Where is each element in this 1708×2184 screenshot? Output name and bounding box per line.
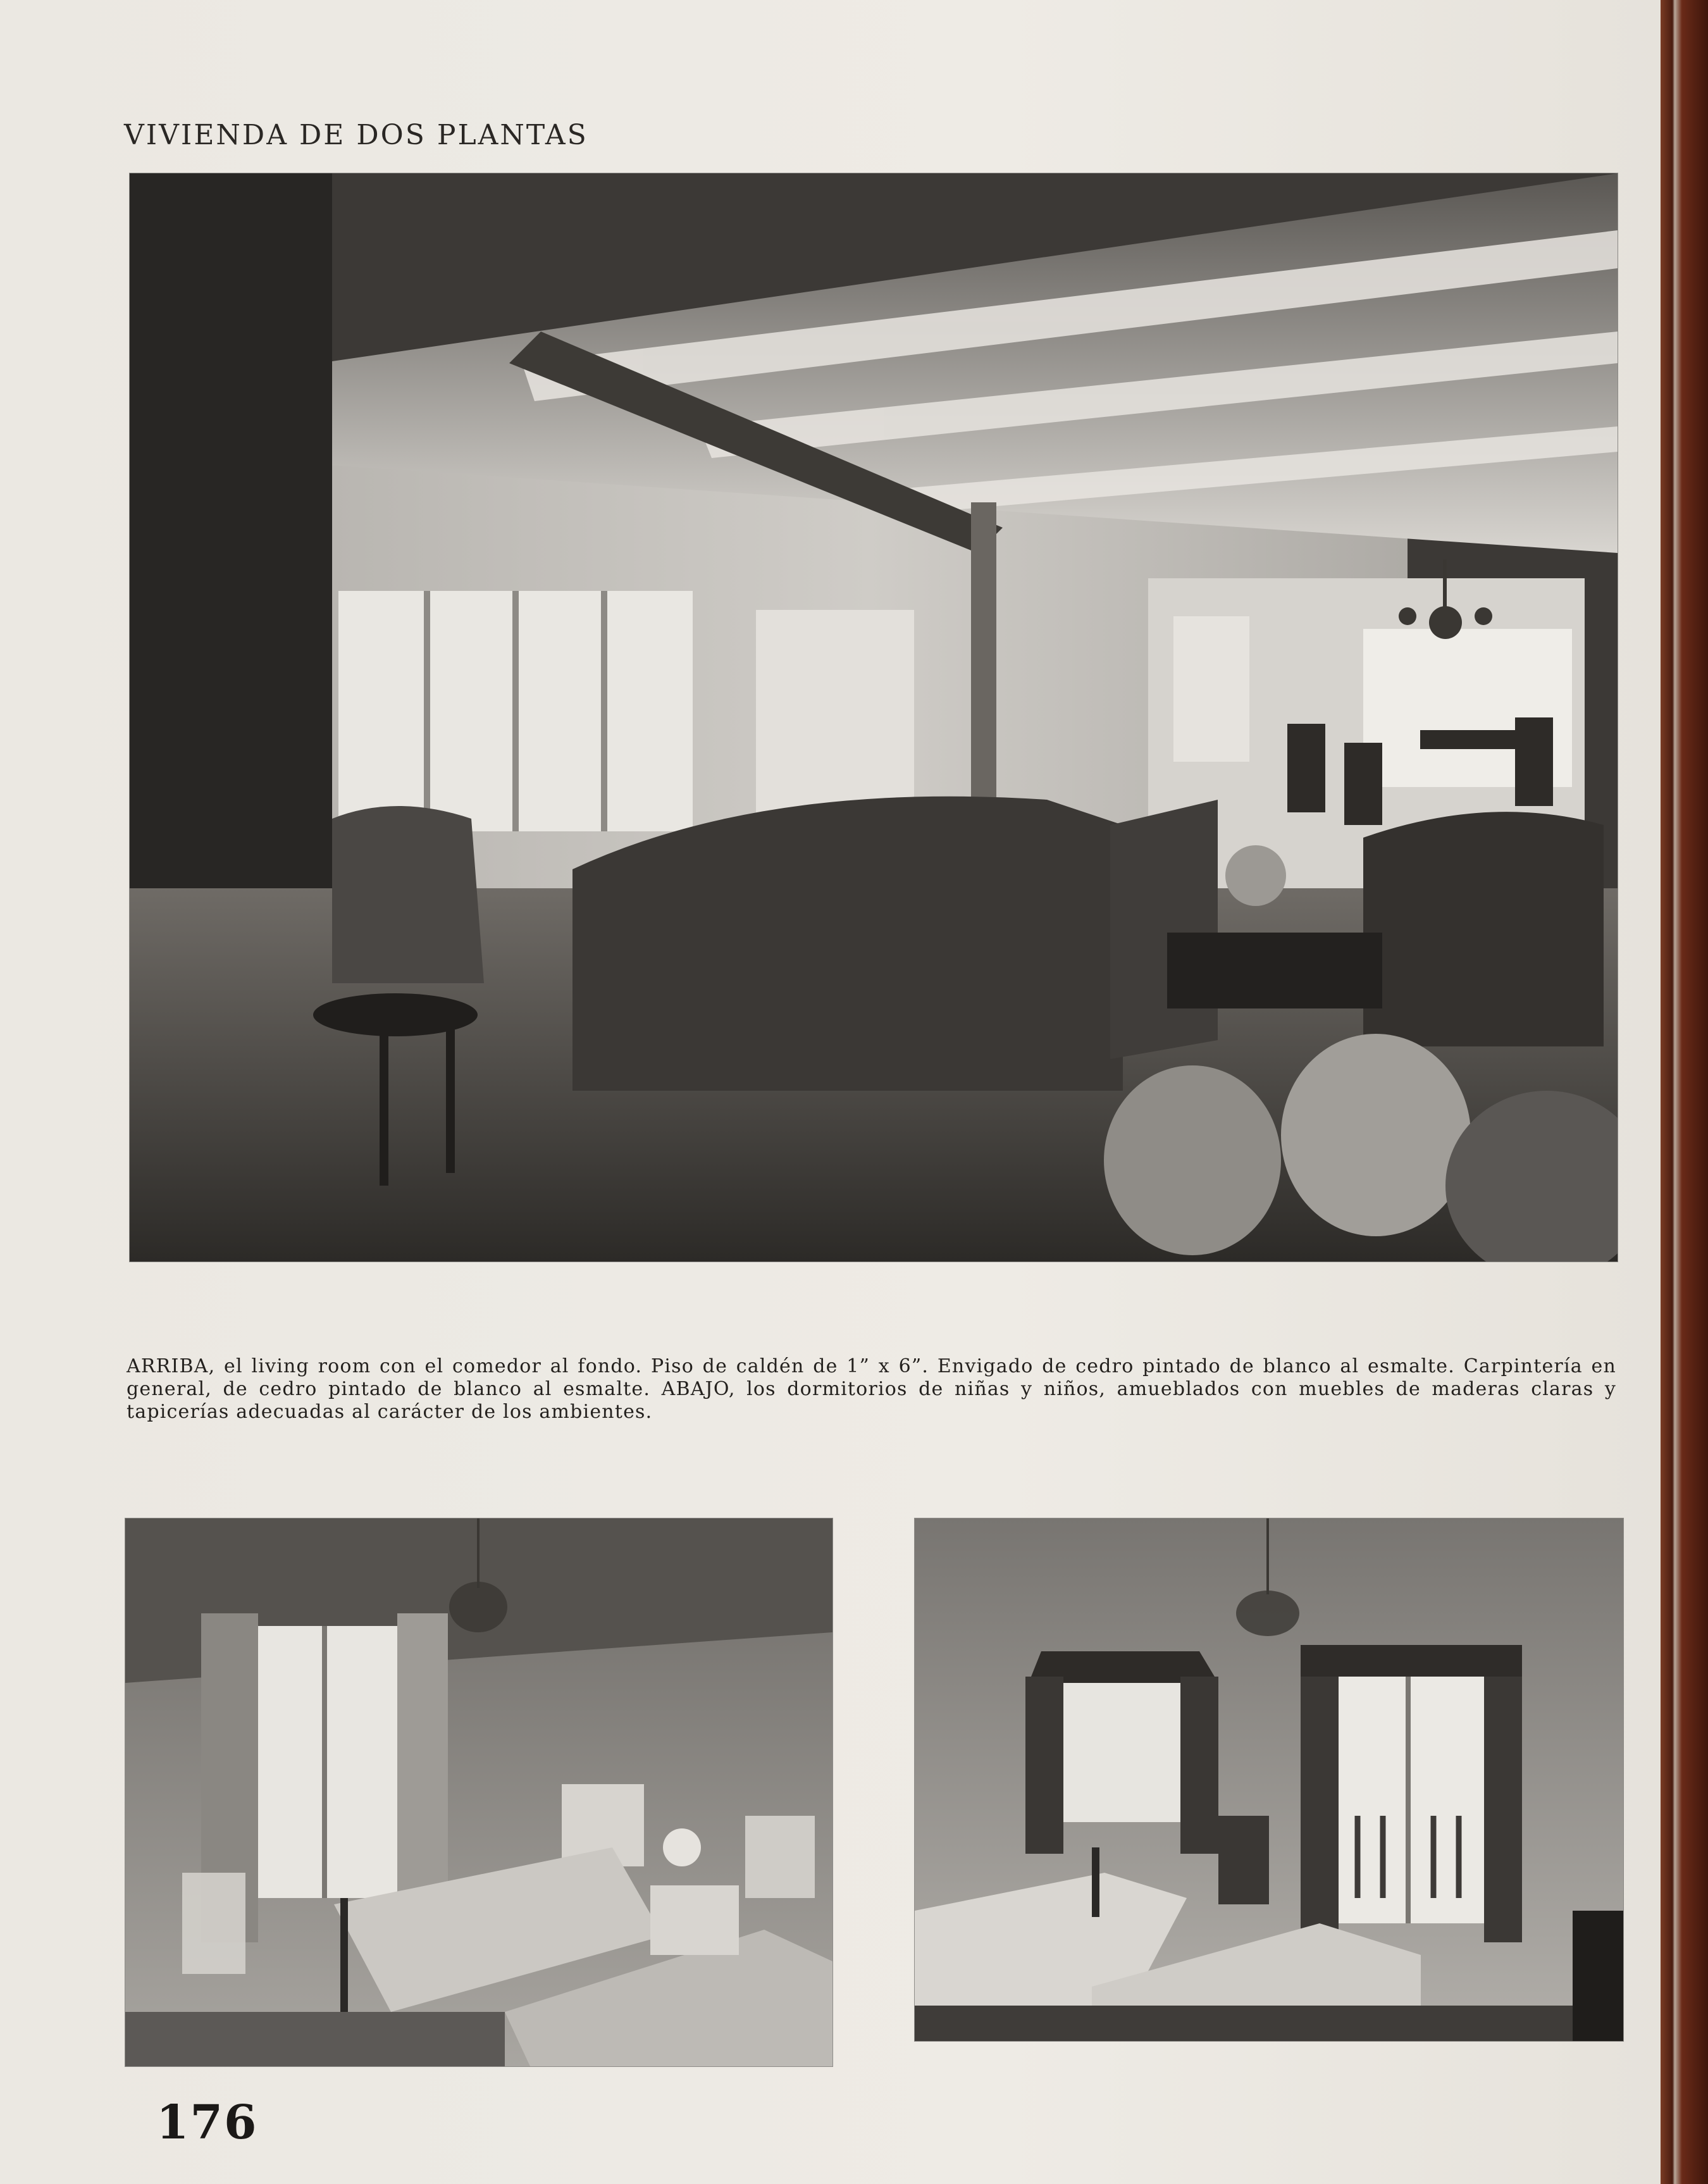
boys-bedroom-photo: [915, 1518, 1623, 2041]
page-number: 176: [156, 2095, 258, 2150]
caption-part-abajo: ABAJO, los dormitorios de niñas y niños, amueblados con muebles de maderas claras y tapicerías adecuadas al carácter de los ambientes.: [127, 1378, 1616, 1423]
running-head: VIVIENDA DE DOS PLANTAS: [124, 119, 588, 151]
caption-part-arriba: ARRIBA, el living room con el comedor al fondo. Piso de caldén de 1” x 6”. Envigado de cedro pintado de blanco al esmalte. Carpintería en general, de cedro pintado de blanco al esmalte.: [127, 1355, 1616, 1400]
living-room-photo: [130, 173, 1618, 1262]
book-binding-edge: [1661, 0, 1708, 2184]
photo-caption: [127, 1355, 1616, 1424]
girls-bedroom-photo: [125, 1518, 832, 2066]
